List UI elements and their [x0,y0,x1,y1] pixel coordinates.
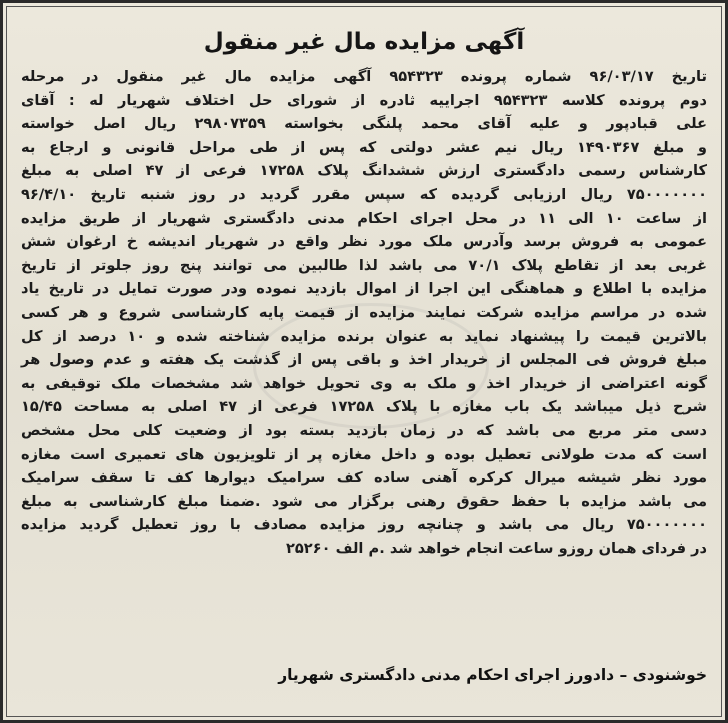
body-line: ۷۵۰۰۰۰۰۰۰ ریال ارزیابی گردیده که سپس مقرر گردید در روز شنبه تاریخ ۹۶/۴/۱۰ [21,185,707,203]
body-line: عمومی به فروش برسد وآدرس ملک مورد نظر واقع در شهریار اندیشه خ ارغوان شش [21,233,707,251]
body-line: می باشد مزایده با حفظ حقوق رهنی برگزار می شود .ضمنا مبلغ کارشناسی به مبلغ [21,492,707,510]
body-line: علی قبادپور و علیه آقای محمد پلنگی بخواسته ۲۹۸۰۷۳۵۹ ریال اصل خواسته [21,115,707,133]
body-line: گونه اعتراضی از خریدار اخذ و ملک به وی تحویل خواهد شد مشخصات ملک توقیفی به [21,374,707,392]
body-line: در فردای همان روزو ساعت انجام خواهد شد .م الف ۲۵۲۶۰ [285,539,707,557]
body-line: کارشناس رسمی دادگستری ارزش ششدانگ پلاک ۱۷۲۵۸ فرعی از ۴۷ اصلی به مبلغ [21,162,707,180]
body-line: تاریخ ۹۶/۰۳/۱۷ شماره پرونده ۹۵۴۳۲۳ آگهی مزایده مال غیر منقول در مرحله [21,68,707,85]
notice-signature: خوشنودی – دادورز اجرای احکام مدنی دادگستری شهریار [278,666,707,684]
body-line: ۷۵۰۰۰۰۰۰۰ ریال می باشد و چنانچه روز مزایده مصادف با روز تعطیل گردید مزایده [21,516,707,534]
body-line: غربی بعد از تقاطع پلاک ۷۰/۱ می باشد لذا طالبین می توانند پنج روز جلوتر از تاریخ [21,256,707,274]
body-line: دسی متر مربع می باشد که در زمان بازدید بسته بود از وضعیت کلی محل مشخص [21,421,707,439]
body-line: مزایده با اطلاع و هماهنگی این اجرا از اموال بازدید نموده ودر صورت تمایل در تاریخ یاد [21,280,707,298]
body-line: است که مدت طولانی تعطیل بوده و داخل مغازه پر از تلویزیون های تعمیری است مغازه [21,445,707,463]
body-line: بالاترین قیمت را پیشنهاد نماید به عنوان برنده مزایده شناخته شده و ۱۰ درصد از کل [21,327,707,345]
notice-body [21,65,707,560]
body-line: مورد نظر شیشه میرال کرکره آهنی ساده کف سرامیک دیوارها کف تا سقف سرامیک [21,469,707,487]
body-line: مبلغ فروش فی المجلس از خریدار اخذ و باقی پس از گذشت یک هفته و عدم وصول هر [21,351,707,369]
body-line: از ساعت ۱۰ الی ۱۱ در محل اجرای احکام مدنی دادگستری شهریار از طریق مزایده [21,209,707,227]
body-line: دوم پرونده کلاسه ۹۵۴۳۲۳ اجراییه ثادره از شورای حل اختلاف شهریار له : آقای [21,91,707,109]
body-line: و مبلغ ۱۴۹۰۳۶۷ ریال نیم عشر دولتی که پس از طی مراحل قانونی و ارجاع به [21,138,707,156]
notice-title: آگهی مزایده مال غیر منقول [203,29,525,55]
body-line: شده در مراسم مزایده شرکت نمایند مزایده از قیمت پایه کارشناسی شروع و هر کسی [21,303,707,321]
body-line: شرح ذیل میباشد یک باب مغازه با پلاک ۱۷۲۵۸ فرعی از ۴۷ اصلی به مساحت ۱۵/۴۵ [21,398,707,416]
